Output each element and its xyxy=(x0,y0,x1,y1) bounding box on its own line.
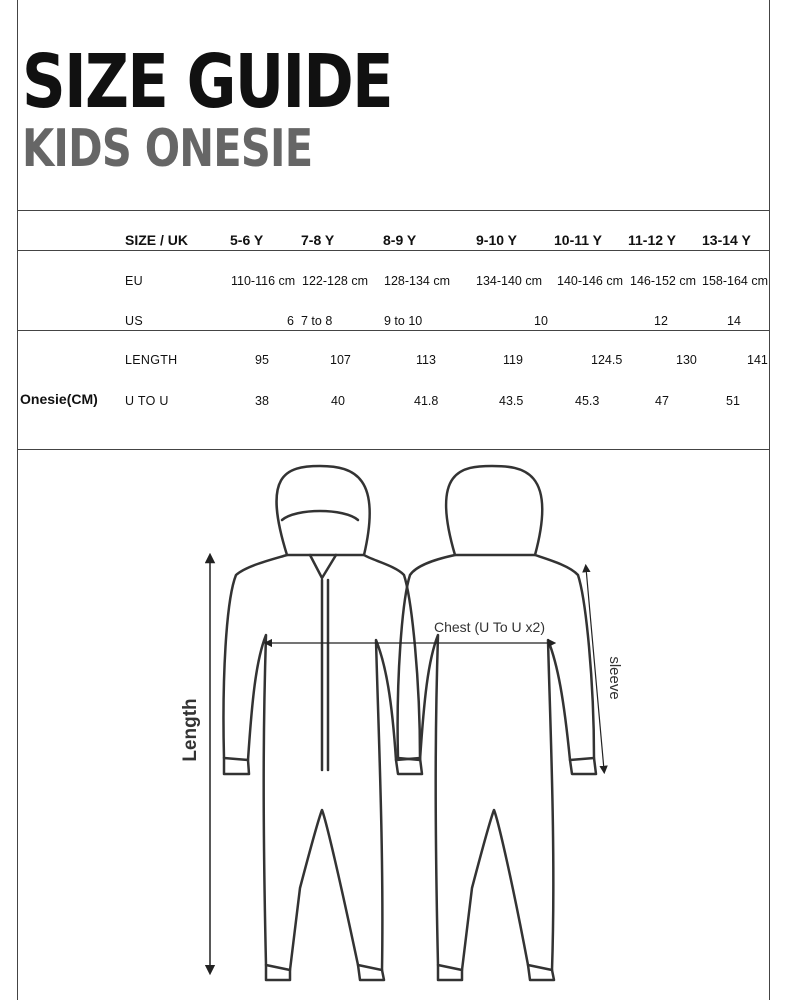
us-cell: 6 xyxy=(287,314,294,328)
us-cell: 14 xyxy=(727,314,741,328)
size-uk-header: SIZE / UK xyxy=(125,232,189,248)
eu-cell: 146-152 cm xyxy=(630,274,697,288)
size-header: 11-12 Y xyxy=(628,232,677,248)
size-header: 13-14 Y xyxy=(702,232,751,248)
u-to-u-cell: 51 xyxy=(726,394,740,408)
us-cell: 10 xyxy=(534,314,548,328)
front-onesie-outline xyxy=(224,466,423,980)
length-cell: 107 xyxy=(330,353,351,367)
eu-cell: 134-140 cm xyxy=(476,274,543,288)
page-title: SIZE GUIDE xyxy=(22,39,392,125)
us-label: US xyxy=(125,314,143,328)
u-to-u-cell: 47 xyxy=(655,394,669,408)
size-header: 8-9 Y xyxy=(383,232,417,248)
size-header: 10-11 Y xyxy=(554,232,603,248)
u-to-u-cell: 38 xyxy=(255,394,269,408)
length-cell: 95 xyxy=(255,353,269,367)
u-to-u-cell: 45.3 xyxy=(575,394,600,408)
length-cell: 113 xyxy=(416,353,436,367)
sleeve-label: sleeve xyxy=(606,656,623,700)
u-to-u-cell: 43.5 xyxy=(499,394,524,408)
u-to-u-cell: 40 xyxy=(331,394,345,408)
eu-cell: 158-164 cm xyxy=(702,274,769,288)
length-cell: 130 xyxy=(676,353,697,367)
eu-cell: 110-116 cm xyxy=(231,274,296,288)
size-header: 5-6 Y xyxy=(230,232,264,248)
length-cell: 141 xyxy=(747,353,768,367)
us-cell: 12 xyxy=(654,314,668,328)
eu-cell: 140-146 cm xyxy=(557,274,624,288)
page-subtitle: KIDS ONESIE xyxy=(22,119,313,179)
onesie-group-label: Onesie(CM) xyxy=(20,391,98,407)
eu-cell: 122-128 cm xyxy=(302,274,369,288)
us-cell: 9 to 10 xyxy=(384,314,423,328)
length-cell: 124.5 xyxy=(591,353,623,367)
length-label: Length xyxy=(180,698,201,762)
u-to-u-label: U TO U xyxy=(125,394,169,408)
size-header: 7-8 Y xyxy=(301,232,335,248)
size-header: 9-10 Y xyxy=(476,232,517,248)
eu-cell: 128-134 cm xyxy=(384,274,451,288)
length-label: LENGTH xyxy=(125,353,178,367)
u-to-u-cell: 41.8 xyxy=(414,394,439,408)
chest-label: Chest (U To U x2) xyxy=(434,619,545,635)
back-onesie-outline xyxy=(398,466,596,980)
length-cell: 119 xyxy=(503,353,523,367)
eu-label: EU xyxy=(125,274,143,288)
us-cell: 7 to 8 xyxy=(301,314,333,328)
